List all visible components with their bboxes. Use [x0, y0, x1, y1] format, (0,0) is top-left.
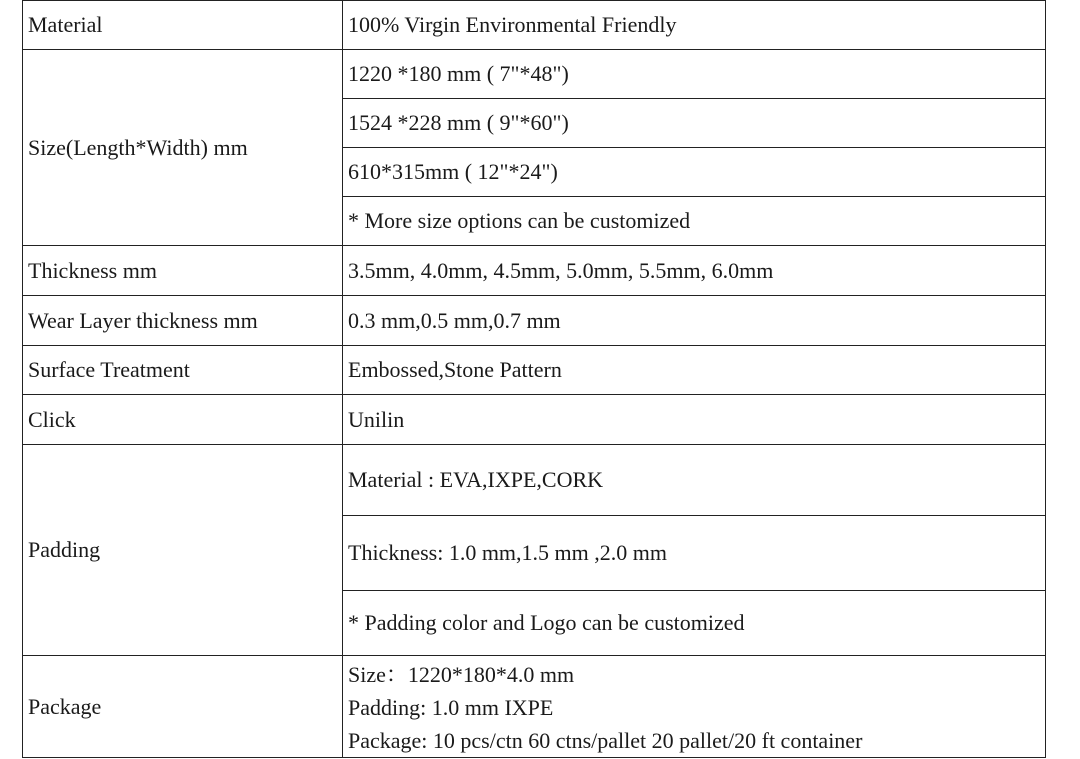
row-package [23, 656, 1046, 758]
label-thickness: Thickness mm [23, 246, 343, 296]
label-wear-layer: Wear Layer thickness mm [23, 296, 343, 346]
row-size [23, 50, 1046, 99]
value-surface: Embossed,Stone Pattern [343, 346, 1046, 395]
row-wear-layer [23, 296, 1046, 346]
row-click [23, 395, 1046, 445]
row-thickness [23, 246, 1046, 296]
value-wear-layer: 0.3 mm,0.5 mm,0.7 mm [343, 296, 1046, 346]
package-padding-line: Padding: 1.0 mm IXPE [348, 695, 554, 720]
value-padding-note: * Padding color and Logo can be customized [343, 591, 1046, 656]
value-thickness: 3.5mm, 4.0mm, 4.5mm, 5.0mm, 5.5mm, 6.0mm [343, 246, 1046, 296]
row-padding [23, 445, 1046, 516]
value-size-2: 1524 *228 mm ( 9"*60") [343, 99, 1046, 148]
label-surface: Surface Treatment [23, 346, 343, 395]
row-material [23, 1, 1046, 50]
package-size-line: Size：1220*180*4.0 mm [348, 662, 575, 687]
value-padding-thickness: Thickness: 1.0 mm,1.5 mm ,2.0 mm [343, 516, 1046, 591]
label-padding: Padding [23, 445, 343, 656]
value-material: 100% Virgin Environmental Friendly [343, 1, 1046, 50]
package-quantity-line: Package: 10 pcs/ctn 60 ctns/pallet 20 pallet/20 ft container [348, 728, 863, 753]
value-padding-material: Material : EVA,IXPE,CORK [343, 445, 1046, 516]
label-click: Click [23, 395, 343, 445]
label-size: Size(Length*Width) mm [23, 50, 343, 246]
value-size-1: 1220 *180 mm ( 7"*48") [343, 50, 1046, 99]
value-click: Unilin [343, 395, 1046, 445]
value-package [343, 656, 1046, 758]
value-size-note: * More size options can be customized [343, 197, 1046, 246]
value-size-3: 610*315mm ( 12"*24") [343, 148, 1046, 197]
row-surface [23, 346, 1046, 395]
spec-table [22, 0, 1046, 758]
label-material: Material [23, 1, 343, 50]
label-package: Package [23, 656, 343, 758]
